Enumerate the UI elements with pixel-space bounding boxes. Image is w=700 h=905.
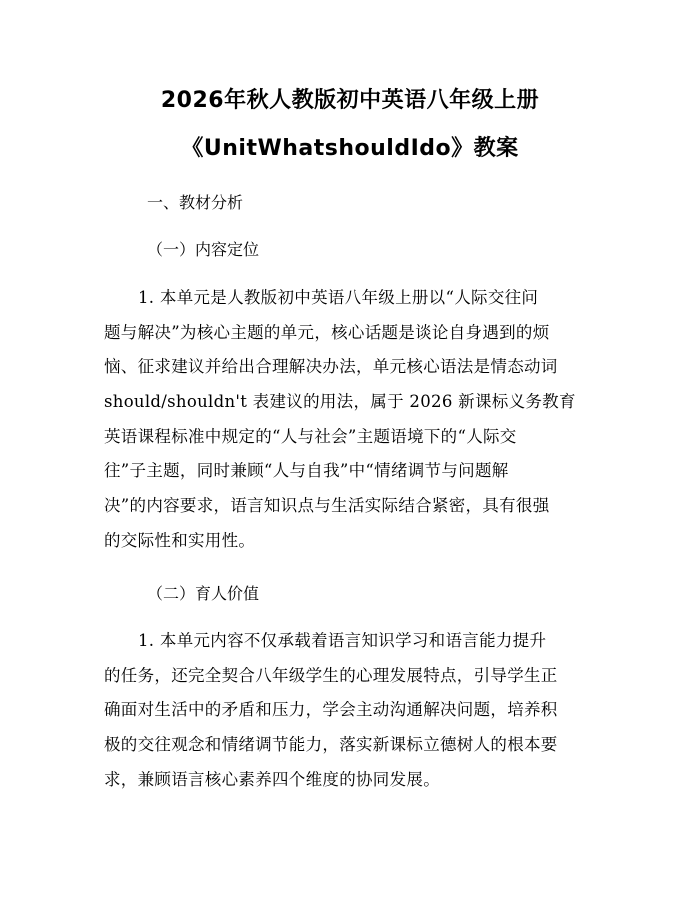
paragraph-line: 确面对生活中的矛盾和压力，学会主动沟通解决问题，培养积 (104, 700, 558, 720)
paragraph-educational-value (104, 624, 600, 797)
paragraph-content-positioning (104, 281, 600, 559)
paragraph-line: 恼、征求建议并给出合理解决办法，单元核心语法是情态动词 (104, 357, 558, 377)
paragraph-line: should/shouldn't 表建议的用法，属于 2026 新课标义务教育 (104, 392, 576, 412)
subsection-heading-educational-value: （二）育人价值 (147, 584, 260, 603)
paragraph-line: 题与解决”为核心主题的单元，核心话题是谈论自身遇到的烦 (104, 322, 550, 342)
subsection-heading-content-positioning: （一）内容定位 (147, 240, 260, 259)
document-title-line-2: 《UnitWhatshouldIdo》教案 (181, 136, 519, 161)
paragraph-line: 1. 本单元内容不仅承载着语言知识学习和语言能力提升 (138, 631, 547, 650)
paragraph-line: 1. 本单元是人教版初中英语八年级上册以“人际交往问 (138, 288, 539, 307)
paragraph-line: 求，兼顾语言核心素养四个维度的协同发展。 (104, 769, 440, 789)
section-heading-textbook-analysis: 一、教材分析 (147, 193, 244, 212)
paragraph-line: 英语课程标准中规定的“人与社会”主题语境下的“人际交 (104, 426, 517, 446)
document-title-line-1: 2026年秋人教版初中英语八年级上册 (160, 88, 540, 113)
paragraph-line: 的任务，还完全契合八年级学生的心理发展特点，引导学生正 (104, 665, 558, 685)
paragraph-line: 的交际性和实用性。 (104, 530, 256, 550)
paragraph-line: 决”的内容要求，语言知识点与生活实际结合紧密，具有很强 (104, 496, 550, 516)
paragraph-line: 极的交往观念和情绪调节能力，落实新课标立德树人的根本要 (104, 735, 558, 755)
paragraph-line: 往”子主题，同时兼顾“人与自我”中“情绪调节与问题解 (104, 461, 509, 481)
